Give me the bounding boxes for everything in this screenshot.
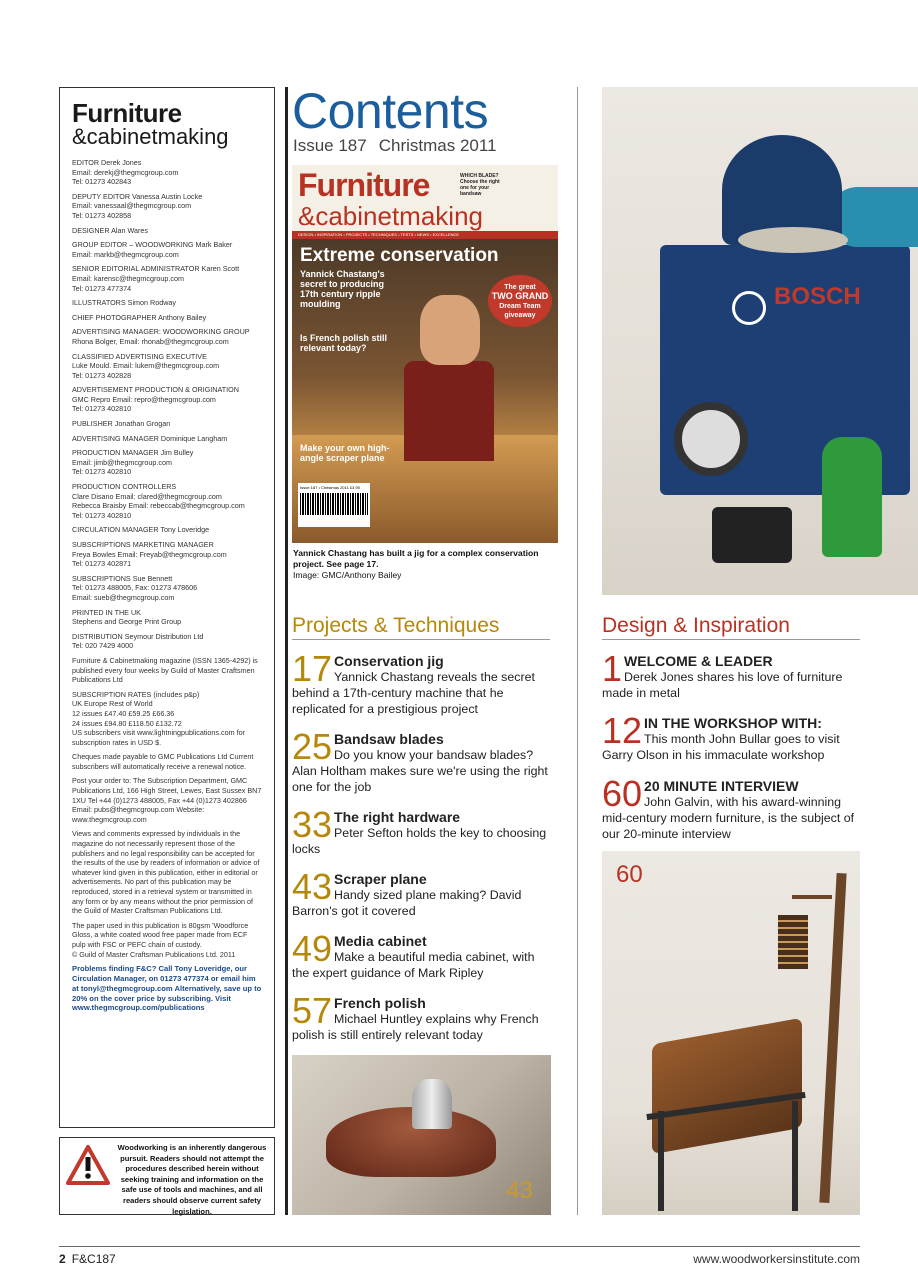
- subscription-rates: SUBSCRIPTION RATES (includes p&p) UK Europe Rest of World 12 issues £47.40 £59.25 £66.36 24 issues £94.80 £118.50 £132.72 US subscribers visit www.lightningpublications.com for subscription rates in USD $.: [72, 689, 245, 747]
- design-section-heading: Design & Inspiration: [602, 614, 860, 640]
- entry-page-number: 49: [292, 928, 333, 969]
- entry-description: Handy sized plane making? David Barron's got it covered: [292, 888, 522, 918]
- staff-list: [72, 158, 262, 959]
- staff-group-editor: GROUP EDITOR – WOODWORKING Mark Baker Email: markb@thegmcgroup.com: [72, 240, 233, 259]
- lounge-chair-photo: [602, 851, 860, 1215]
- entry-description: Derek Jones shares his love of furniture made in metal: [602, 670, 843, 700]
- sander-pad: [738, 227, 848, 253]
- staff-senior-admin: SENIOR EDITORIAL ADMINISTRATOR Karen Scott Email: karensc@thegmcgroup.com Tel: 01273 477374: [72, 264, 240, 293]
- photo-page-number: 43: [506, 1177, 533, 1204]
- staff-production-controllers: PRODUCTION CONTROLLERS Clare Disano Email: clared@thegmcgroup.com Rebecca Braisby Email: rebeccab@thegmcgroup.com Tel: 01273 402810: [72, 482, 245, 520]
- disclaimer: Views and comments expressed by individuals in the magazine do not necessarily represent those of the publishers and no legal responsibility can be accepted for the results of the use by readers of information or advice of whatever kind given in this publication, either in editorial or advertisements. No part of this publication may be reproduced, stored in a retrieval system or transmitted in any form or by any means without the prior permission of the Guild of Master Craftsman Publications Ltd.: [72, 829, 260, 916]
- entry-title: Bandsaw blades: [334, 731, 444, 747]
- cover-barcode-text: Issue 187 • Christmas 2011 £3.95: [300, 485, 360, 490]
- issue-line: [293, 136, 497, 156]
- barcode-icon: [300, 493, 368, 515]
- entry-page-number: 17: [292, 648, 333, 689]
- staff-ad-manager: ADVERTISING MANAGER Dominique Langham: [72, 433, 228, 443]
- warning-triangle-icon: [66, 1145, 110, 1185]
- plane-blade: [412, 1079, 452, 1129]
- staff-circulation: CIRCULATION MANAGER Tony Loveridge: [72, 525, 210, 535]
- chair-leg: [792, 1101, 798, 1211]
- staff-publisher: PUBLISHER Jonathan Grogan: [72, 419, 171, 429]
- plane-body: [326, 1107, 496, 1177]
- case-wheel: [674, 402, 748, 476]
- publication-info: Furniture & Cabinetmaking magazine (ISSN 1365-4292) is published every four weeks by Guild of Master Craftsmen Publications Ltd: [72, 655, 258, 685]
- projects-section-heading: Projects & Techniques: [292, 614, 550, 640]
- cover-caption: [293, 548, 565, 581]
- green-drill: [822, 437, 882, 557]
- problems-finding-note: Problems finding F&C? Call Tony Loveridge, our Circulation Manager, on 01273 477374 or email him at tonyl@thegmcgroup.com Alternatively, save up to 20% on the cover price by subscribing. Visit www.thegmcgroup.com/publications: [72, 964, 262, 1013]
- magazine-logo-line1: Furniture: [72, 98, 182, 128]
- cover-badge-bottom: Dream Team giveaway: [499, 303, 541, 319]
- staff-advertising: ADVERTISING MANAGER: WOODWORKING GROUP Rhona Bolger, Email: rhonab@thegmcgroup.com: [72, 327, 250, 346]
- power-tools-photo: [602, 87, 918, 595]
- photo-page-number: 60: [616, 861, 643, 888]
- footer-folio: [59, 1252, 116, 1266]
- chair-seat: [652, 1018, 802, 1154]
- contents-entry[interactable]: [602, 773, 860, 842]
- page-title: Contents: [292, 83, 489, 139]
- entry-page-number: 57: [292, 990, 333, 1031]
- footer-divider: [59, 1246, 860, 1247]
- entry-description: John Galvin, with his award-winning mid-century modern furniture, is the subject of our 20-minute interview: [602, 795, 855, 841]
- entry-description: Yannick Chastang reveals the secret behind a 17th-century machine that he replicated for a prestigious project: [292, 670, 535, 716]
- issue-season: Christmas 2011: [378, 136, 497, 155]
- lamp-pole: [819, 873, 846, 1203]
- entry-title: Media cabinet: [334, 933, 427, 949]
- entry-description: Do you know your bandsaw blades? Alan Holtham makes sure we're using the right one for the job: [292, 748, 548, 794]
- entry-title: French polish: [334, 995, 426, 1011]
- staff-ad-production: ADVERTISEMENT PRODUCTION & ORIGINATION GMC Repro Email: repro@thegmcgroup.com Tel: 01273 402810: [72, 385, 239, 414]
- entry-page-number: 1: [602, 648, 623, 689]
- issue-number: Issue 187: [293, 136, 367, 155]
- chair-leg: [658, 1111, 664, 1211]
- cover-logo-line2: &cabinetmaking: [298, 201, 483, 231]
- entry-page-number: 12: [602, 710, 643, 751]
- staff-deputy-editor: DEPUTY EDITOR Vanessa Austin Locke Email: vanessaal@thegmcgroup.com Tel: 01273 402858: [72, 191, 203, 220]
- staff-designer: DESIGNER Alan Wares: [72, 225, 149, 235]
- entry-page-number: 25: [292, 726, 333, 767]
- safety-warning-text: Woodworking is an inherently dangerous pursuit. Readers should not attempt the procedures described herein without seeking training and information on the safe use of tools and machines, and all readers should observe current safety legislation.: [117, 1143, 267, 1216]
- lamp-arm: [792, 895, 832, 899]
- contents-entry[interactable]: [292, 928, 550, 981]
- page-number: 2: [59, 1252, 66, 1266]
- staff-production-manager: PRODUCTION MANAGER Jim Bulley Email: jimb@thegmcgroup.com Tel: 01273 402810: [72, 448, 194, 477]
- issue-code: F&C187: [71, 1252, 116, 1266]
- entry-title: The right hardware: [334, 809, 461, 825]
- cover-image: [292, 165, 558, 543]
- cover-plane-teaser: Make your own high-angle scraper plane: [300, 443, 390, 463]
- cover-strapline: DESIGN • INSPIRATION • PROJECTS • TECHNIQUES • TESTS • NEWS • EXCELLENCE: [292, 231, 558, 239]
- column-divider-right: [577, 87, 578, 1215]
- contents-entry[interactable]: [602, 710, 860, 763]
- battery-charger: [712, 507, 792, 563]
- printer-info: PRINTED IN THE UK Stephens and George Print Group: [72, 607, 182, 627]
- cover-logo-line1: Furniture: [298, 167, 430, 203]
- cover-blade-teaser: WHICH BLADE? Choose the right one for your bandsaw: [460, 173, 500, 197]
- cover-barcode: [298, 483, 370, 527]
- staff-editor: EDITOR Derek Jones Email: derekj@thegmcgroup.com Tel: 01273 402843: [72, 158, 179, 187]
- scraper-plane-photo: [292, 1055, 551, 1215]
- cover-headline: Extreme conservation: [300, 245, 499, 266]
- magazine-logo-line2: &cabinetmaking: [72, 124, 229, 149]
- entry-page-number: 33: [292, 804, 333, 845]
- cover-badge-top: The great: [504, 284, 536, 291]
- lamp-shade: [778, 915, 808, 969]
- entry-title: Scraper plane: [334, 871, 427, 887]
- staff-photographer: CHIEF PHOTOGRAPHER Anthony Bailey: [72, 312, 207, 322]
- cover-badge-main: TWO GRAND: [491, 291, 549, 301]
- paper-info: The paper used in this publication is 80gsm 'Woodforce Gloss, a white coated wood free paper made from ECF pulp with FSC or PEFC chain of custody. © Guild of Master Craftsman Publications Ltd. 2011: [72, 920, 249, 959]
- cover-caption-credit: Image: GMC/Anthony Bailey: [293, 570, 402, 580]
- cheques-info: Cheques made payable to GMC Publications Ltd Current subscribers will automatically receive a renewal notice.: [72, 752, 254, 771]
- cover-caption-text: Yannick Chastang has built a jig for a complex conservation project. See page 17.: [293, 548, 539, 569]
- contents-entry[interactable]: [292, 648, 550, 717]
- entry-description: Peter Sefton holds the key to choosing locks: [292, 826, 547, 856]
- staff-illustrators: ILLUSTRATORS Simon Rodway: [72, 298, 176, 308]
- staff-subscriptions: SUBSCRIPTIONS Sue Bennett Tel: 01273 488005, Fax: 01273 478606 Email: sueb@thegmcgroup.com: [72, 573, 198, 602]
- cover-masthead: [292, 165, 558, 239]
- contents-entry[interactable]: [292, 726, 550, 795]
- column-divider-left: [285, 87, 288, 1215]
- cover-person-head: [420, 295, 480, 365]
- entry-description: This month John Bullar goes to visit Garry Olson in his immaculate workshop: [602, 732, 840, 762]
- contents-entry[interactable]: [292, 866, 550, 919]
- cover-subheadline: Yannick Chastang's secret to producing 17th century ripple moulding: [300, 269, 385, 309]
- masthead-panel: [59, 87, 275, 1128]
- safety-warning-box: [59, 1137, 275, 1215]
- order-address: Post your order to: The Subscription Department, GMC Publications Ltd, 166 High Street, Lewes, East Sussex BN7 1XU Tel +44 (0)1273 488005, Fax +44 (0)1273 402866 Email: pubs@thegmcgroup.com Website: www.thegmcgroup.com: [72, 776, 262, 824]
- entry-title: 20 MINUTE INTERVIEW: [644, 778, 799, 794]
- footer-website-link[interactable]: www.woodworkersinstitute.com: [693, 1252, 860, 1266]
- entry-page-number: 43: [292, 866, 333, 907]
- cover-french-polish-teaser: Is French polish still relevant today?: [300, 333, 388, 353]
- staff-classified: CLASSIFIED ADVERTISING EXECUTIVE Luke Mould. Email: lukem@thegmcgroup.com Tel: 01273 402828: [72, 351, 220, 380]
- cover-giveaway-badge: [488, 275, 552, 327]
- distribution-info: DISTRIBUTION Seymour Distribution Ltd Tel: 020 7429 4000: [72, 631, 204, 651]
- bosch-emblem-icon: [732, 291, 766, 325]
- entry-description: Make a beautiful media cabinet, with the expert guidance of Mark Ripley: [292, 950, 535, 980]
- staff-subs-marketing: SUBSCRIPTIONS MARKETING MANAGER Freya Bowles Email: Freyab@thegmcgroup.com Tel: 01273 402871: [72, 540, 227, 569]
- entry-title: WELCOME & LEADER: [624, 653, 773, 669]
- tool-brand-label: BOSCH: [774, 283, 861, 310]
- entry-title: IN THE WORKSHOP WITH:: [644, 715, 822, 731]
- contents-entry[interactable]: [292, 990, 550, 1043]
- entry-title: Conservation jig: [334, 653, 444, 669]
- contents-entry[interactable]: [292, 804, 550, 857]
- entry-page-number: 60: [602, 773, 643, 814]
- cover-person-apron: [404, 361, 494, 461]
- entry-description: Michael Huntley explains why French polish is still entirely relevant today: [292, 1012, 539, 1042]
- contents-entry[interactable]: [602, 648, 860, 701]
